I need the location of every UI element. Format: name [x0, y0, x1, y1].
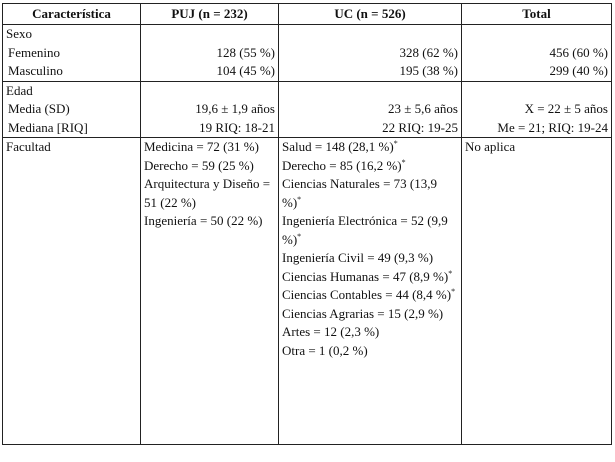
- uc-faculty-text: Salud = 148 (28,1 %): [282, 139, 394, 154]
- uc-faculty-item: [282, 286, 458, 305]
- facultad-label: Facultad: [3, 138, 141, 445]
- significance-mark: *: [448, 268, 453, 278]
- uc-faculty-text: Ciencias Contables = 44 (8,4 %): [282, 287, 452, 302]
- significance-mark: *: [297, 231, 302, 241]
- uc-faculty-item: [282, 175, 458, 212]
- header-characteristic: Característica: [3, 4, 141, 25]
- masculino-uc: 195 (38 %): [399, 63, 458, 78]
- femenino-uc: 328 (62 %): [399, 44, 458, 60]
- row-facultad: [3, 138, 612, 445]
- masculino-total: 299 (40 %): [549, 63, 608, 78]
- facultad-uc: [279, 138, 462, 445]
- header-total: Total: [462, 4, 612, 25]
- uc-faculty-text: Artes = 12 (2,3 %): [282, 324, 380, 339]
- header-puj: PUJ (n = 232): [141, 4, 279, 25]
- facultad-puj: [141, 138, 279, 445]
- uc-faculty-text: Otra = 1 (0,2 %): [282, 342, 368, 358]
- facultad-total: No aplica: [462, 138, 612, 445]
- uc-faculty-text: Derecho = 85 (16,2 %): [282, 157, 402, 173]
- significance-mark: *: [401, 157, 406, 167]
- media-label: Media (SD): [8, 101, 70, 116]
- significance-mark: *: [393, 139, 398, 148]
- sexo-label: Sexo: [6, 26, 32, 41]
- puj-faculty-item: Ingeniería = 50 (22 %): [144, 213, 263, 228]
- edad-labels: [3, 81, 141, 138]
- uc-faculty-item: [282, 157, 458, 176]
- uc-faculty-item: [282, 342, 458, 361]
- sexo-labels: [3, 25, 141, 82]
- puj-faculty-item: Derecho = 59 (25 %): [144, 157, 254, 173]
- header-uc: UC (n = 526): [279, 4, 462, 25]
- masculino-label: Masculino: [8, 63, 63, 78]
- sexo-puj: [141, 25, 279, 82]
- mediana-total: Me = 21; RIQ: 19-24: [497, 119, 608, 135]
- characteristics-table: [2, 3, 612, 445]
- uc-faculty-item: [282, 323, 458, 342]
- uc-faculty-item: [282, 138, 458, 157]
- femenino-total: 456 (60 %): [549, 44, 608, 60]
- uc-faculty-text: Ingeniería Civil = 49 (9,3 %): [282, 250, 434, 265]
- uc-faculty-text: Ciencias Naturales = 73 (13,9 %): [282, 176, 437, 210]
- masculino-puj: 104 (45 %): [216, 63, 275, 78]
- uc-faculty-item: [282, 268, 458, 287]
- edad-uc: [279, 81, 462, 138]
- edad-label: Edad: [6, 82, 33, 98]
- puj-faculty-item: Medicina = 72 (31 %): [144, 139, 259, 154]
- media-total: X = 22 ± 5 años: [524, 101, 608, 116]
- sexo-total: [462, 25, 612, 82]
- mediana-uc: 22 RIQ: 19-25: [382, 119, 458, 135]
- edad-puj: [141, 81, 279, 138]
- femenino-puj: 128 (55 %): [216, 44, 275, 60]
- significance-mark: *: [451, 287, 456, 296]
- puj-faculty-item: Arquitectura y Diseño = 51 (22 %): [144, 176, 271, 210]
- uc-faculty-text: Ingeniería Electrónica = 52 (9,9 %): [282, 213, 448, 247]
- uc-faculty-item: [282, 249, 458, 268]
- sexo-uc: [279, 25, 462, 82]
- uc-faculty-text: Ciencias Humanas = 47 (8,9 %): [282, 268, 449, 284]
- uc-faculty-item: [282, 305, 458, 324]
- row-sexo: [3, 25, 612, 82]
- media-puj: 19,6 ± 1,9 años: [195, 101, 275, 116]
- media-uc: 23 ± 5,6 años: [388, 101, 458, 116]
- row-edad: [3, 81, 612, 138]
- uc-faculty-text: Ciencias Agrarias = 15 (2,9 %): [282, 305, 444, 321]
- uc-faculty-item: [282, 212, 458, 249]
- mediana-puj: 19 RIQ: 18-21: [199, 119, 275, 135]
- femenino-label: Femenino: [8, 44, 60, 60]
- edad-total: [462, 81, 612, 138]
- header-row: [3, 4, 612, 25]
- significance-mark: *: [297, 194, 302, 204]
- mediana-label: Mediana [RIQ]: [8, 119, 88, 135]
